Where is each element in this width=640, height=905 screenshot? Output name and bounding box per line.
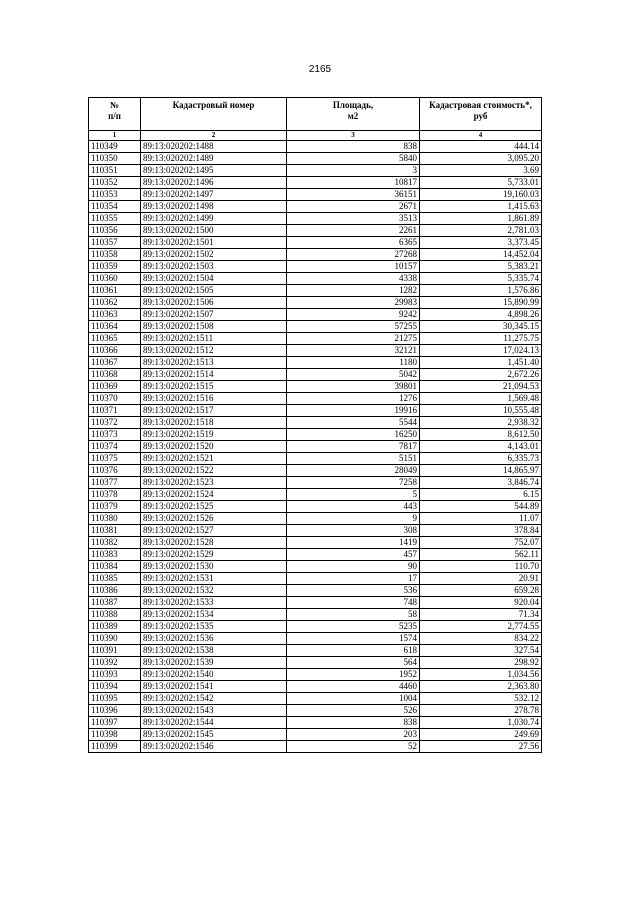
row-number: 110376 (89, 465, 141, 477)
table-row (89, 285, 542, 297)
area-value: 16250 (287, 429, 420, 441)
cadastral-number: 89:13:020202:1504 (141, 273, 287, 285)
cadastral-number: 89:13:020202:1524 (141, 489, 287, 501)
table-row (89, 273, 542, 285)
row-number: 110366 (89, 345, 141, 357)
cadastral-cost: 71.34 (420, 609, 542, 621)
cadastral-number: 89:13:020202:1519 (141, 429, 287, 441)
cadastral-cost: 6,335.73 (420, 453, 542, 465)
row-number: 110374 (89, 441, 141, 453)
row-number: 110396 (89, 705, 141, 717)
area-value: 4460 (287, 681, 420, 693)
cadastral-cost: 19,160.03 (420, 189, 542, 201)
area-value: 21275 (287, 333, 420, 345)
cadastral-cost: 11,275.75 (420, 333, 542, 345)
area-value: 2671 (287, 201, 420, 213)
cadastral-cost: 5,383.21 (420, 261, 542, 273)
row-number: 110359 (89, 261, 141, 273)
area-value: 536 (287, 585, 420, 597)
cadastral-number: 89:13:020202:1516 (141, 393, 287, 405)
cadastral-cost: 2,672.26 (420, 369, 542, 381)
cadastral-cost: 20.91 (420, 573, 542, 585)
cadastral-number: 89:13:020202:1498 (141, 201, 287, 213)
cadastral-number: 89:13:020202:1543 (141, 705, 287, 717)
column-number: 4 (420, 131, 542, 141)
table-row (89, 249, 542, 261)
row-number: 110349 (89, 141, 141, 153)
row-number: 110393 (89, 669, 141, 681)
table-row (89, 729, 542, 741)
area-value: 28049 (287, 465, 420, 477)
cadastral-number: 89:13:020202:1530 (141, 561, 287, 573)
table-row (89, 321, 542, 333)
row-number: 110399 (89, 741, 141, 753)
cadastral-number: 89:13:020202:1521 (141, 453, 287, 465)
cadastral-number: 89:13:020202:1517 (141, 405, 287, 417)
cadastral-number: 89:13:020202:1538 (141, 645, 287, 657)
area-value: 2261 (287, 225, 420, 237)
area-value: 19916 (287, 405, 420, 417)
cadastral-number: 89:13:020202:1501 (141, 237, 287, 249)
row-number: 110369 (89, 381, 141, 393)
area-value: 4338 (287, 273, 420, 285)
area-value: 1180 (287, 357, 420, 369)
cadastral-cost: 2,774.55 (420, 621, 542, 633)
cadastral-cost: 444.14 (420, 141, 542, 153)
table-row (89, 201, 542, 213)
row-number: 110388 (89, 609, 141, 621)
table-row (89, 585, 542, 597)
row-number: 110382 (89, 537, 141, 549)
table-row (89, 549, 542, 561)
table-row (89, 345, 542, 357)
cadastral-number: 89:13:020202:1527 (141, 525, 287, 537)
row-number: 110380 (89, 513, 141, 525)
table-row (89, 189, 542, 201)
cadastral-cost: 21,094.53 (420, 381, 542, 393)
cadastral-cost: 30,345.15 (420, 321, 542, 333)
table-row (89, 453, 542, 465)
table-row (89, 501, 542, 513)
table-row (89, 465, 542, 477)
area-value: 27268 (287, 249, 420, 261)
area-value: 5042 (287, 369, 420, 381)
cadastral-number: 89:13:020202:1539 (141, 657, 287, 669)
table-row (89, 681, 542, 693)
row-number: 110358 (89, 249, 141, 261)
row-number: 110397 (89, 717, 141, 729)
area-value: 10817 (287, 177, 420, 189)
cadastral-cost: 2,781.03 (420, 225, 542, 237)
cadastral-cost: 14,865.97 (420, 465, 542, 477)
table-row (89, 477, 542, 489)
table-row (89, 597, 542, 609)
table-row (89, 741, 542, 753)
cadastral-cost: 298.92 (420, 657, 542, 669)
table-row (89, 525, 542, 537)
cadastral-number: 89:13:020202:1508 (141, 321, 287, 333)
row-number: 110368 (89, 369, 141, 381)
table-row (89, 513, 542, 525)
table-row (89, 333, 542, 345)
cadastral-number: 89:13:020202:1512 (141, 345, 287, 357)
cadastral-number: 89:13:020202:1505 (141, 285, 287, 297)
row-number: 110353 (89, 189, 141, 201)
table-row (89, 225, 542, 237)
cadastral-number: 89:13:020202:1503 (141, 261, 287, 273)
table-row (89, 561, 542, 573)
cadastral-cost: 278.78 (420, 705, 542, 717)
cadastral-cost: 532.12 (420, 693, 542, 705)
table-body (89, 141, 542, 753)
table-row (89, 669, 542, 681)
row-number: 110385 (89, 573, 141, 585)
cadastral-cost: 3.69 (420, 165, 542, 177)
cadastral-cost: 2,938.32 (420, 417, 542, 429)
cadastral-cost: 3,095.20 (420, 153, 542, 165)
cadastral-number: 89:13:020202:1525 (141, 501, 287, 513)
row-number: 110377 (89, 477, 141, 489)
header-area (287, 98, 420, 131)
area-value: 618 (287, 645, 420, 657)
cadastral-number: 89:13:020202:1536 (141, 633, 287, 645)
table-row (89, 357, 542, 369)
area-value: 1419 (287, 537, 420, 549)
row-number: 110390 (89, 633, 141, 645)
row-number: 110383 (89, 549, 141, 561)
cadastral-number: 89:13:020202:1513 (141, 357, 287, 369)
area-value: 1952 (287, 669, 420, 681)
cadastral-cost: 110.70 (420, 561, 542, 573)
table-row (89, 237, 542, 249)
area-value: 57255 (287, 321, 420, 333)
cadastral-cost: 3,846.74 (420, 477, 542, 489)
area-value: 1276 (287, 393, 420, 405)
table-row (89, 705, 542, 717)
cadastral-cost: 378.84 (420, 525, 542, 537)
area-value: 1004 (287, 693, 420, 705)
area-value: 5544 (287, 417, 420, 429)
cadastral-number: 89:13:020202:1532 (141, 585, 287, 597)
table-row (89, 429, 542, 441)
cadastral-cost: 6.15 (420, 489, 542, 501)
area-value: 1574 (287, 633, 420, 645)
cadastral-number: 89:13:020202:1520 (141, 441, 287, 453)
cadastral-number: 89:13:020202:1496 (141, 177, 287, 189)
row-number: 110395 (89, 693, 141, 705)
area-value: 5840 (287, 153, 420, 165)
area-value: 5151 (287, 453, 420, 465)
cadastral-number: 89:13:020202:1506 (141, 297, 287, 309)
row-number: 110354 (89, 201, 141, 213)
area-value: 7258 (287, 477, 420, 489)
table-row (89, 261, 542, 273)
cadastral-number: 89:13:020202:1489 (141, 153, 287, 165)
cadastral-cost: 1,415.63 (420, 201, 542, 213)
table-row (89, 441, 542, 453)
column-number: 2 (141, 131, 287, 141)
cadastral-cost: 17,024.13 (420, 345, 542, 357)
cadastral-number: 89:13:020202:1541 (141, 681, 287, 693)
cadastral-cost: 834.22 (420, 633, 542, 645)
cadastral-cost: 659.28 (420, 585, 542, 597)
area-value: 52 (287, 741, 420, 753)
cadastral-number: 89:13:020202:1507 (141, 309, 287, 321)
area-value: 7817 (287, 441, 420, 453)
area-value: 203 (287, 729, 420, 741)
row-number: 110394 (89, 681, 141, 693)
row-number: 110352 (89, 177, 141, 189)
table-row (89, 537, 542, 549)
cadastral-number: 89:13:020202:1500 (141, 225, 287, 237)
area-value: 443 (287, 501, 420, 513)
table-header (89, 98, 542, 141)
cadastral-number: 89:13:020202:1515 (141, 381, 287, 393)
row-number: 110355 (89, 213, 141, 225)
cadastral-cost: 752.07 (420, 537, 542, 549)
row-number: 110357 (89, 237, 141, 249)
row-number: 110378 (89, 489, 141, 501)
row-number: 110398 (89, 729, 141, 741)
row-number: 110386 (89, 585, 141, 597)
cadastral-number: 89:13:020202:1518 (141, 417, 287, 429)
row-number: 110351 (89, 165, 141, 177)
table-row (89, 657, 542, 669)
cadastral-number: 89:13:020202:1540 (141, 669, 287, 681)
cadastral-number: 89:13:020202:1514 (141, 369, 287, 381)
area-value: 308 (287, 525, 420, 537)
row-number: 110365 (89, 333, 141, 345)
table-row (89, 717, 542, 729)
table-row (89, 621, 542, 633)
table-row (89, 633, 542, 645)
column-number-row (89, 131, 542, 141)
cadastral-number: 89:13:020202:1526 (141, 513, 287, 525)
cadastral-number: 89:13:020202:1499 (141, 213, 287, 225)
cadastral-cost: 1,861.89 (420, 213, 542, 225)
area-value: 564 (287, 657, 420, 669)
cadastral-cost: 562.11 (420, 549, 542, 561)
cadastral-cost: 27.56 (420, 741, 542, 753)
row-number: 110392 (89, 657, 141, 669)
area-value: 58 (287, 609, 420, 621)
cadastral-cost: 249.69 (420, 729, 542, 741)
area-value: 838 (287, 141, 420, 153)
table-row (89, 489, 542, 501)
cadastral-cost: 4,898.26 (420, 309, 542, 321)
row-number: 110389 (89, 621, 141, 633)
table-row (89, 693, 542, 705)
cadastral-cost: 14,452.04 (420, 249, 542, 261)
table-row (89, 297, 542, 309)
header-number (89, 98, 141, 131)
cadastral-number: 89:13:020202:1544 (141, 717, 287, 729)
cadastral-number: 89:13:020202:1535 (141, 621, 287, 633)
cadastral-number: 89:13:020202:1545 (141, 729, 287, 741)
header-area-label: Площадь, м2 (332, 100, 374, 121)
header-number-label: № п/п (108, 100, 121, 121)
area-value: 3 (287, 165, 420, 177)
area-value: 1282 (287, 285, 420, 297)
area-value: 838 (287, 717, 420, 729)
cadastral-table (88, 97, 542, 753)
column-number: 1 (89, 131, 141, 141)
cadastral-cost: 4,143.01 (420, 441, 542, 453)
cadastral-number: 89:13:020202:1531 (141, 573, 287, 585)
cadastral-cost: 3,373.45 (420, 237, 542, 249)
cadastral-cost: 2,363.80 (420, 681, 542, 693)
cadastral-cost: 920.04 (420, 597, 542, 609)
row-number: 110367 (89, 357, 141, 369)
cadastral-cost: 8,612.50 (420, 429, 542, 441)
cadastral-number: 89:13:020202:1497 (141, 189, 287, 201)
cadastral-number: 89:13:020202:1522 (141, 465, 287, 477)
cadastral-cost: 5,335.74 (420, 273, 542, 285)
area-value: 3513 (287, 213, 420, 225)
area-value: 5235 (287, 621, 420, 633)
cadastral-cost: 327.54 (420, 645, 542, 657)
table-row (89, 417, 542, 429)
cadastral-number: 89:13:020202:1511 (141, 333, 287, 345)
row-number: 110350 (89, 153, 141, 165)
row-number: 110363 (89, 309, 141, 321)
row-number: 110391 (89, 645, 141, 657)
page-number: 2165 (308, 64, 332, 75)
area-value: 526 (287, 705, 420, 717)
table-row (89, 609, 542, 621)
cadastral-number: 89:13:020202:1523 (141, 477, 287, 489)
cadastral-number: 89:13:020202:1488 (141, 141, 287, 153)
table-row (89, 177, 542, 189)
cadastral-cost: 1,569.48 (420, 393, 542, 405)
cadastral-cost: 1,034.56 (420, 669, 542, 681)
cadastral-number: 89:13:020202:1546 (141, 741, 287, 753)
table-row (89, 141, 542, 153)
cadastral-cost: 10,555.48 (420, 405, 542, 417)
area-value: 748 (287, 597, 420, 609)
table-row (89, 645, 542, 657)
table-row (89, 405, 542, 417)
table-row (89, 369, 542, 381)
row-number: 110362 (89, 297, 141, 309)
table-row (89, 573, 542, 585)
cadastral-number: 89:13:020202:1529 (141, 549, 287, 561)
cadastral-number: 89:13:020202:1534 (141, 609, 287, 621)
cadastral-number: 89:13:020202:1528 (141, 537, 287, 549)
area-value: 10157 (287, 261, 420, 273)
row-number: 110381 (89, 525, 141, 537)
area-value: 39801 (287, 381, 420, 393)
cadastral-number: 89:13:020202:1533 (141, 597, 287, 609)
row-number: 110360 (89, 273, 141, 285)
cadastral-cost: 1,451.40 (420, 357, 542, 369)
cadastral-cost: 11.07 (420, 513, 542, 525)
row-number: 110371 (89, 405, 141, 417)
area-value: 9242 (287, 309, 420, 321)
row-number: 110384 (89, 561, 141, 573)
table-row (89, 213, 542, 225)
row-number: 110387 (89, 597, 141, 609)
area-value: 5 (287, 489, 420, 501)
row-number: 110372 (89, 417, 141, 429)
cadastral-number: 89:13:020202:1502 (141, 249, 287, 261)
area-value: 32121 (287, 345, 420, 357)
row-number: 110361 (89, 285, 141, 297)
table-row (89, 165, 542, 177)
area-value: 90 (287, 561, 420, 573)
cadastral-number: 89:13:020202:1542 (141, 693, 287, 705)
cadastral-cost: 1,576.86 (420, 285, 542, 297)
row-number: 110356 (89, 225, 141, 237)
column-number: 3 (287, 131, 420, 141)
table-row (89, 309, 542, 321)
cadastral-cost: 5,733.01 (420, 177, 542, 189)
table-row (89, 153, 542, 165)
cadastral-cost: 15,890.99 (420, 297, 542, 309)
table-row (89, 381, 542, 393)
header-cadastral-cost-label: Кадастровая стоимость*, руб (429, 100, 532, 121)
cadastral-cost: 544.89 (420, 501, 542, 513)
area-value: 36151 (287, 189, 420, 201)
area-value: 29983 (287, 297, 420, 309)
header-cadastral-number-label: Кадастровый номер (172, 100, 255, 110)
area-value: 17 (287, 573, 420, 585)
row-number: 110375 (89, 453, 141, 465)
header-cadastral-cost (420, 98, 542, 131)
row-number: 110373 (89, 429, 141, 441)
header-row (89, 98, 542, 131)
area-value: 457 (287, 549, 420, 561)
cadastral-number: 89:13:020202:1495 (141, 165, 287, 177)
header-cadastral-number (141, 98, 287, 131)
area-value: 6365 (287, 237, 420, 249)
area-value: 9 (287, 513, 420, 525)
row-number: 110370 (89, 393, 141, 405)
cadastral-cost: 1,030.74 (420, 717, 542, 729)
row-number: 110379 (89, 501, 141, 513)
table-row (89, 393, 542, 405)
row-number: 110364 (89, 321, 141, 333)
